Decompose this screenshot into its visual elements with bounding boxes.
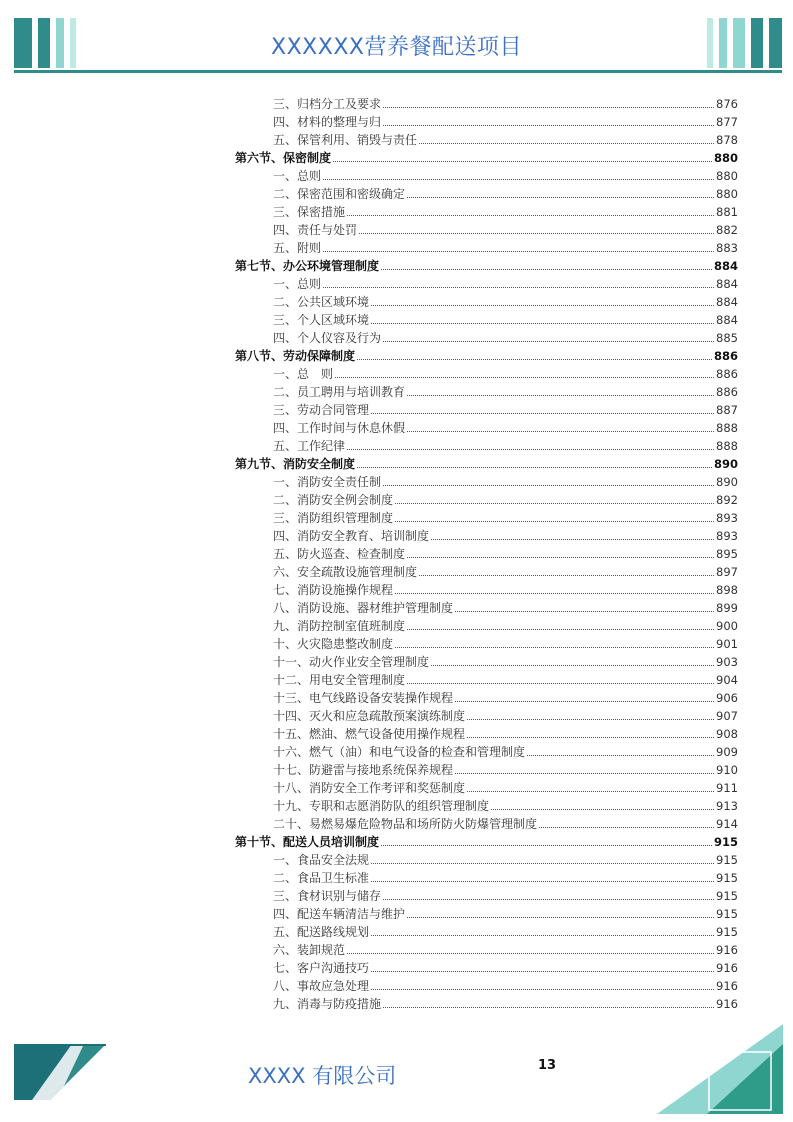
toc-leader-dots <box>381 257 712 270</box>
toc-entry-page: 916 <box>716 961 738 975</box>
toc-entry-page: 915 <box>716 907 738 921</box>
toc-section-entry[interactable] <box>235 347 738 365</box>
toc-entry-label: 十三、电气线路设备安装操作规程 <box>273 691 454 705</box>
toc-entry[interactable] <box>235 419 738 437</box>
toc-entry[interactable] <box>235 887 738 905</box>
toc-entry-page: 900 <box>716 619 738 633</box>
toc-entry-label: 四、责任与处罚 <box>273 223 358 237</box>
toc-leader-dots <box>347 437 714 450</box>
toc-entry-page: 915 <box>716 925 738 939</box>
toc-leader-dots <box>455 689 714 702</box>
toc-entry-page: 893 <box>716 529 738 543</box>
toc-leader-dots <box>371 959 714 972</box>
toc-entry[interactable] <box>235 275 738 293</box>
toc-entry-label: 十、火灾隐患整改制度 <box>273 637 394 651</box>
table-of-contents <box>235 95 738 1013</box>
toc-entry[interactable] <box>235 167 738 185</box>
toc-entry-page: 910 <box>716 763 738 777</box>
toc-leader-dots <box>383 887 714 900</box>
toc-entry[interactable] <box>235 473 738 491</box>
toc-leader-dots <box>431 653 714 666</box>
toc-entry-page: 901 <box>716 637 738 651</box>
toc-leader-dots <box>357 455 712 468</box>
toc-entry-page: 913 <box>716 799 738 813</box>
toc-leader-dots <box>395 509 714 522</box>
toc-entry[interactable] <box>235 581 738 599</box>
toc-entry-page: 883 <box>716 241 738 255</box>
toc-entry[interactable] <box>235 599 738 617</box>
toc-entry-page: 885 <box>716 331 738 345</box>
toc-leader-dots <box>381 833 712 846</box>
toc-entry-label: 七、消防设施操作规程 <box>273 583 394 597</box>
toc-entry[interactable] <box>235 635 738 653</box>
toc-entry-page: 887 <box>716 403 738 417</box>
toc-entry[interactable] <box>235 527 738 545</box>
toc-entry-page: 899 <box>716 601 738 615</box>
toc-entry-label: 十一、动火作业安全管理制度 <box>273 655 430 669</box>
toc-entry-page: 911 <box>716 781 738 795</box>
toc-leader-dots <box>407 905 714 918</box>
toc-entry-label: 十二、用电安全管理制度 <box>273 673 406 687</box>
toc-entry-page: 884 <box>713 259 738 273</box>
toc-entry-label: 四、材料的整理与归 <box>273 115 382 129</box>
toc-leader-dots <box>407 617 714 630</box>
toc-entry-label: 一、总 则 <box>273 367 334 381</box>
toc-leader-dots <box>395 635 714 648</box>
toc-entry-page: 880 <box>716 187 738 201</box>
toc-entry-page: 909 <box>716 745 738 759</box>
toc-entry-label: 一、总则 <box>273 277 322 291</box>
toc-entry-label: 三、个人区域环境 <box>273 313 370 327</box>
document-title: XXXXXX营养餐配送项目 <box>271 35 522 60</box>
toc-entry[interactable] <box>235 221 738 239</box>
footer-right-decoration <box>657 1024 783 1114</box>
toc-entry-label: 八、消防设施、器材维护管理制度 <box>273 601 454 615</box>
toc-entry-page: 907 <box>716 709 738 723</box>
toc-entry[interactable] <box>235 437 738 455</box>
toc-entry-page: 908 <box>716 727 738 741</box>
toc-leader-dots <box>419 563 714 576</box>
toc-entry-page: 886 <box>716 385 738 399</box>
toc-leader-dots <box>395 581 714 594</box>
toc-entry-page: 884 <box>716 313 738 327</box>
toc-entry[interactable] <box>235 311 738 329</box>
toc-leader-dots <box>467 707 714 720</box>
toc-entry-label: 二、员工聘用与培训教育 <box>273 385 406 399</box>
toc-entry-label: 五、附则 <box>273 241 322 255</box>
toc-entry[interactable] <box>235 743 738 761</box>
toc-entry-label: 十四、灭火和应急疏散预案演练制度 <box>273 709 466 723</box>
toc-entry-label: 三、保密措施 <box>273 205 346 219</box>
toc-leader-dots <box>407 545 714 558</box>
toc-entry[interactable] <box>235 563 738 581</box>
toc-entry-label: 二、公共区域环境 <box>273 295 370 309</box>
toc-leader-dots <box>407 185 714 198</box>
toc-entry-label: 十五、燃油、燃气设备使用操作规程 <box>273 727 466 741</box>
toc-entry-page: 881 <box>716 205 738 219</box>
toc-entry[interactable] <box>235 545 738 563</box>
toc-entry-page: 884 <box>716 277 738 291</box>
toc-entry-label: 五、防火巡查、检查制度 <box>273 547 406 561</box>
toc-leader-dots <box>383 995 714 1008</box>
toc-leader-dots <box>371 293 714 306</box>
toc-entry-label: 第七节、办公环境管理制度 <box>235 259 380 273</box>
toc-entry[interactable] <box>235 905 738 923</box>
toc-entry-label: 二、保密范围和密级确定 <box>273 187 406 201</box>
toc-leader-dots <box>323 275 714 288</box>
toc-entry-page: 914 <box>716 817 738 831</box>
toc-entry-label: 九、消毒与防疫措施 <box>273 997 382 1011</box>
toc-entry[interactable] <box>235 203 738 221</box>
toc-entry[interactable] <box>235 797 738 815</box>
toc-leader-dots <box>333 149 712 162</box>
toc-leader-dots <box>419 131 714 144</box>
toc-entry-page: 886 <box>716 367 738 381</box>
toc-entry-label: 五、工作纪律 <box>273 439 346 453</box>
toc-entry-page: 888 <box>716 421 738 435</box>
toc-leader-dots <box>467 725 714 738</box>
toc-entry[interactable] <box>235 923 738 941</box>
toc-entry-page: 882 <box>716 223 738 237</box>
toc-entry-page: 906 <box>716 691 738 705</box>
toc-section-entry[interactable] <box>235 833 738 851</box>
toc-entry-page: 895 <box>716 547 738 561</box>
toc-leader-dots <box>335 365 714 378</box>
toc-entry-label: 六、装卸规范 <box>273 943 346 957</box>
toc-entry-page: 890 <box>713 457 738 471</box>
toc-entry-page: 916 <box>716 943 738 957</box>
toc-entry-page: 886 <box>713 349 738 363</box>
toc-entry-label: 第六节、保密制度 <box>235 151 332 165</box>
toc-entry[interactable] <box>235 95 738 113</box>
toc-entry-page: 884 <box>716 295 738 309</box>
toc-entry-label: 一、消防安全责任制 <box>273 475 382 489</box>
toc-entry-page: 880 <box>713 151 738 165</box>
toc-entry[interactable] <box>235 671 738 689</box>
toc-entry-label: 九、消防控制室值班制度 <box>273 619 406 633</box>
toc-entry[interactable] <box>235 941 738 959</box>
toc-entry-label: 四、工作时间与休息休假 <box>273 421 406 435</box>
toc-entry-label: 六、安全疏散设施管理制度 <box>273 565 418 579</box>
toc-entry-label: 四、配送车辆清洁与维护 <box>273 907 406 921</box>
toc-entry-label: 十九、专职和志愿消防队的组织管理制度 <box>273 799 490 813</box>
toc-entry-page: 897 <box>716 565 738 579</box>
toc-entry[interactable] <box>235 293 738 311</box>
toc-entry-label: 三、劳动合同管理 <box>273 403 370 417</box>
toc-entry-page: 904 <box>716 673 738 687</box>
toc-entry-label: 第九节、消防安全制度 <box>235 457 356 471</box>
toc-entry-label: 八、事故应急处理 <box>273 979 370 993</box>
toc-entry-label: 五、配送路线规划 <box>273 925 370 939</box>
toc-entry[interactable] <box>235 869 738 887</box>
toc-section-entry[interactable] <box>235 257 738 275</box>
toc-entry-label: 一、总则 <box>273 169 322 183</box>
toc-leader-dots <box>323 239 714 252</box>
toc-entry-page: 915 <box>716 871 738 885</box>
toc-leader-dots <box>455 761 714 774</box>
toc-entry-label: 十八、消防安全工作考评和奖惩制度 <box>273 781 466 795</box>
toc-section-entry[interactable] <box>235 149 738 167</box>
toc-entry-label: 第十节、配送人员培训制度 <box>235 835 380 849</box>
toc-leader-dots <box>407 671 714 684</box>
toc-entry-label: 十七、防避雷与接地系统保养规程 <box>273 763 454 777</box>
toc-entry-label: 十六、燃气（油）和电气设备的检查和管理制度 <box>273 745 526 759</box>
company-name: XXXX 有限公司 <box>248 1064 397 1088</box>
page-number: 13 <box>538 1058 557 1073</box>
toc-entry-label: 第八节、劳动保障制度 <box>235 349 356 363</box>
toc-entry[interactable] <box>235 329 738 347</box>
toc-entry[interactable] <box>235 617 738 635</box>
toc-entry[interactable] <box>235 131 738 149</box>
toc-entry-label: 四、消防安全教育、培训制度 <box>273 529 430 543</box>
toc-leader-dots <box>371 923 714 936</box>
toc-leader-dots <box>371 869 714 882</box>
toc-leader-dots <box>371 851 714 864</box>
toc-entry[interactable] <box>235 401 738 419</box>
toc-entry-page: 890 <box>716 475 738 489</box>
toc-entry[interactable] <box>235 653 738 671</box>
toc-entry[interactable] <box>235 383 738 401</box>
toc-entry-label: 四、个人仪容及行为 <box>273 331 382 345</box>
toc-entry-label: 三、归档分工及要求 <box>273 97 382 111</box>
toc-leader-dots <box>383 95 714 108</box>
toc-entry[interactable] <box>235 725 738 743</box>
toc-entry[interactable] <box>235 977 738 995</box>
toc-leader-dots <box>455 599 714 612</box>
toc-leader-dots <box>383 329 714 342</box>
toc-leader-dots <box>359 221 714 234</box>
toc-section-entry[interactable] <box>235 455 738 473</box>
toc-entry-page: 915 <box>713 835 738 849</box>
toc-entry-page: 916 <box>716 997 738 1011</box>
toc-entry[interactable] <box>235 761 738 779</box>
toc-entry[interactable] <box>235 689 738 707</box>
toc-entry[interactable] <box>235 509 738 527</box>
toc-entry-page: 876 <box>716 97 738 111</box>
toc-entry-label: 三、消防组织管理制度 <box>273 511 394 525</box>
toc-leader-dots <box>491 797 714 810</box>
toc-entry-page: 903 <box>716 655 738 669</box>
toc-entry[interactable] <box>235 365 738 383</box>
toc-entry[interactable] <box>235 491 738 509</box>
toc-leader-dots <box>323 167 714 180</box>
toc-leader-dots <box>357 347 712 360</box>
toc-entry[interactable] <box>235 707 738 725</box>
toc-leader-dots <box>383 113 714 126</box>
toc-leader-dots <box>383 473 714 486</box>
toc-leader-dots <box>539 815 714 828</box>
toc-leader-dots <box>371 977 714 990</box>
toc-leader-dots <box>467 779 714 792</box>
toc-leader-dots <box>371 311 714 324</box>
toc-entry[interactable] <box>235 113 738 131</box>
toc-entry[interactable] <box>235 779 738 797</box>
toc-entry[interactable] <box>235 185 738 203</box>
toc-entry-page: 916 <box>716 979 738 993</box>
toc-entry[interactable] <box>235 995 738 1013</box>
toc-entry[interactable] <box>235 239 738 257</box>
toc-entry-label: 五、保管利用、销毁与责任 <box>273 133 418 147</box>
toc-leader-dots <box>371 401 714 414</box>
toc-entry[interactable] <box>235 815 738 833</box>
toc-entry-label: 七、客户沟通技巧 <box>273 961 370 975</box>
toc-entry-label: 一、食品安全法规 <box>273 853 370 867</box>
toc-entry-label: 三、食材识别与储存 <box>273 889 382 903</box>
toc-leader-dots <box>431 527 714 540</box>
toc-entry-page: 877 <box>716 115 738 129</box>
toc-entry[interactable] <box>235 851 738 869</box>
toc-entry-label: 二、消防安全例会制度 <box>273 493 394 507</box>
toc-entry-page: 915 <box>716 889 738 903</box>
toc-entry-label: 二、食品卫生标准 <box>273 871 370 885</box>
toc-leader-dots <box>395 491 714 504</box>
toc-entry-page: 878 <box>716 133 738 147</box>
toc-leader-dots <box>527 743 714 756</box>
toc-entry-page: 915 <box>716 853 738 867</box>
toc-entry-label: 二十、易燃易爆危险物品和场所防火防爆管理制度 <box>273 817 538 831</box>
toc-leader-dots <box>347 203 714 216</box>
header-rule <box>14 70 782 73</box>
toc-entry-page: 880 <box>716 169 738 183</box>
toc-entry-page: 893 <box>716 511 738 525</box>
toc-entry-page: 898 <box>716 583 738 597</box>
toc-entry[interactable] <box>235 959 738 977</box>
toc-entry-page: 888 <box>716 439 738 453</box>
toc-leader-dots <box>407 419 714 432</box>
toc-entry-page: 892 <box>716 493 738 507</box>
footer-left-decoration <box>14 1044 106 1100</box>
toc-leader-dots <box>347 941 714 954</box>
toc-leader-dots <box>407 383 714 396</box>
